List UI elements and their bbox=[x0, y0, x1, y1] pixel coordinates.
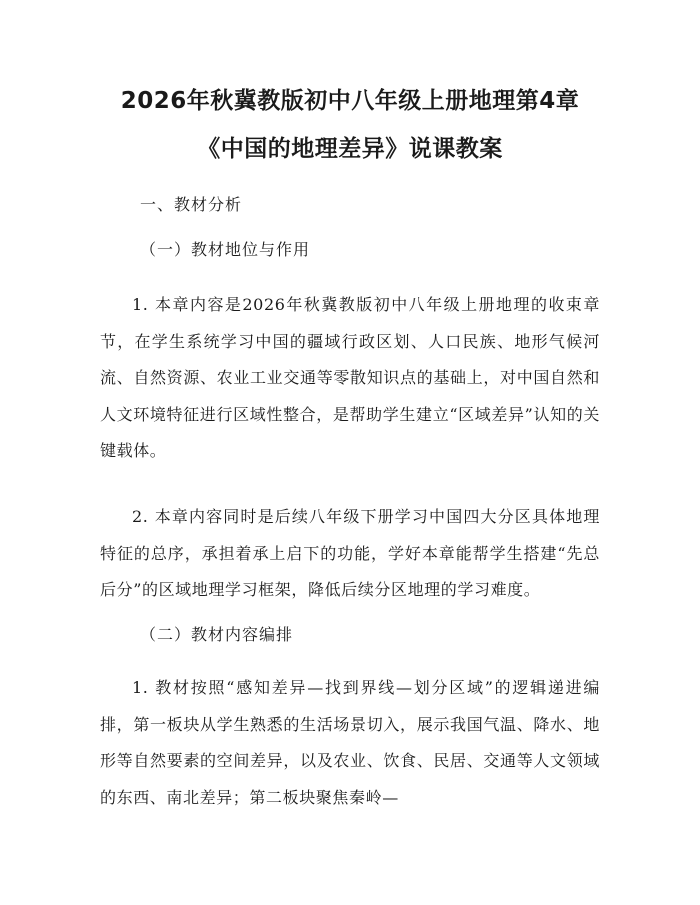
section-heading-textbook-analysis: 一、教材分析 bbox=[140, 195, 243, 214]
document-title-line-1: 2026年秋冀教版初中八年级上册地理第4章 bbox=[120, 88, 580, 114]
paragraph-3: 1. 教材按照“感知差异—找到界线—划分区域”的逻辑递进编排，第一板块从学生熟悉的生活场景切入，展示我国气温、降水、地形等自然要素的空间差异，以及农业、饮食、民居、交通等人文领域的东西、南北差异；第二板块聚焦秦岭— bbox=[100, 678, 600, 807]
subsection-heading-content-arrangement: （二）教材内容编排 bbox=[140, 625, 294, 644]
subsection-heading-status-and-role: （一）教材地位与作用 bbox=[140, 240, 311, 259]
paragraph-1: 1. 本章内容是2026年秋冀教版初中八年级上册地理的收束章节，在学生系统学习中国的疆域行政区划、人口民族、地形气候河流、自然资源、农业工业交通等零散知识点的基础上，对中国自然和人文环境特征进行区域性整合，是帮助学生建立“区域差异”认知的关键载体。 bbox=[100, 295, 600, 460]
paragraph-2: 2. 本章内容同时是后续八年级下册学习中国四大分区具体地理特征的总序，承担着承上启下的功能，学好本章能帮学生搭建“先总后分”的区域地理学习框架，降低后续分区地理的学习难度。 bbox=[100, 507, 600, 599]
document-title-line-2: 《中国的地理差异》说课教案 bbox=[197, 136, 503, 162]
